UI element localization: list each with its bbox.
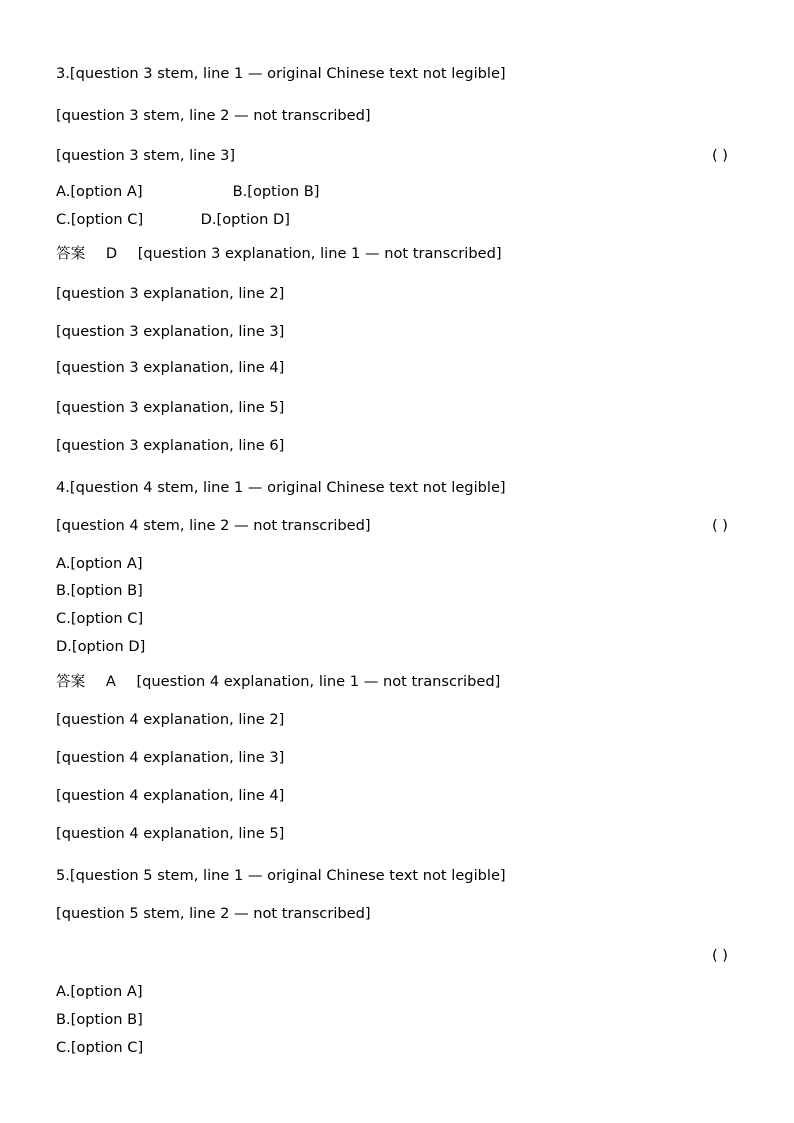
explanation-line: [question 4 explanation, line 5] <box>56 825 285 842</box>
option-row <box>56 182 728 202</box>
question-stem-text: [question 3 stem, line 3] <box>56 147 236 164</box>
option-d: D.[option D] <box>200 211 290 228</box>
explanation-line: [question 4 explanation, line 2] <box>56 711 285 728</box>
answer-label: 答案 <box>56 673 86 690</box>
explanation-text: [question 4 explanation, line 1 — not transcribed] <box>136 673 501 690</box>
option-b: B.[option B] <box>56 582 143 599</box>
question-stem-line: 3.[question 3 stem, line 1 — original Chinese text not legible] <box>56 65 506 82</box>
option-c: C.[option C] <box>56 610 144 627</box>
option-c: C.[option C] <box>56 1039 144 1056</box>
question-stem-line <box>56 516 728 536</box>
option-c: C.[option C] <box>56 211 144 228</box>
option-d: D.[option D] <box>56 638 146 655</box>
explanation-line: [question 3 explanation, line 3] <box>56 323 285 340</box>
answer-bracket: ( ) <box>711 517 728 534</box>
question-stem-line: [question 5 stem, line 2 — not transcribed] <box>56 905 371 922</box>
answer-key: A <box>105 673 116 690</box>
question-stem-line: [question 3 stem, line 2 — not transcribed] <box>56 107 371 124</box>
explanation-line: [question 4 explanation, line 4] <box>56 787 285 804</box>
answer-bracket: ( ) <box>711 947 728 964</box>
question-stem-line: 4.[question 4 stem, line 1 — original Chinese text not legible] <box>56 479 506 496</box>
question-stem-line: 5.[question 5 stem, line 1 — original Chinese text not legible] <box>56 867 506 884</box>
explanation-line: [question 3 explanation, line 4] <box>56 359 285 376</box>
question-stem-text: [question 4 stem, line 2 — not transcribed] <box>56 517 371 534</box>
option-a: A.[option A] <box>56 183 143 200</box>
option-a: A.[option A] <box>56 983 143 1000</box>
option-row <box>56 210 728 230</box>
answer-bracket: ( ) <box>711 147 728 164</box>
explanation-line: [question 4 explanation, line 3] <box>56 749 285 766</box>
question-stem-line <box>56 946 728 966</box>
option-b: B.[option B] <box>232 183 320 200</box>
answer-line <box>56 672 728 692</box>
explanation-text: [question 3 explanation, line 1 — not transcribed] <box>137 245 502 262</box>
explanation-line: [question 3 explanation, line 6] <box>56 437 285 454</box>
option-b: B.[option B] <box>56 1011 143 1028</box>
question-stem-line <box>56 146 728 166</box>
explanation-line: [question 3 explanation, line 5] <box>56 399 285 416</box>
answer-key: D <box>105 245 118 262</box>
option-a: A.[option A] <box>56 555 143 572</box>
explanation-line: [question 3 explanation, line 2] <box>56 285 285 302</box>
answer-label: 答案 <box>56 245 86 262</box>
answer-line <box>56 244 728 264</box>
